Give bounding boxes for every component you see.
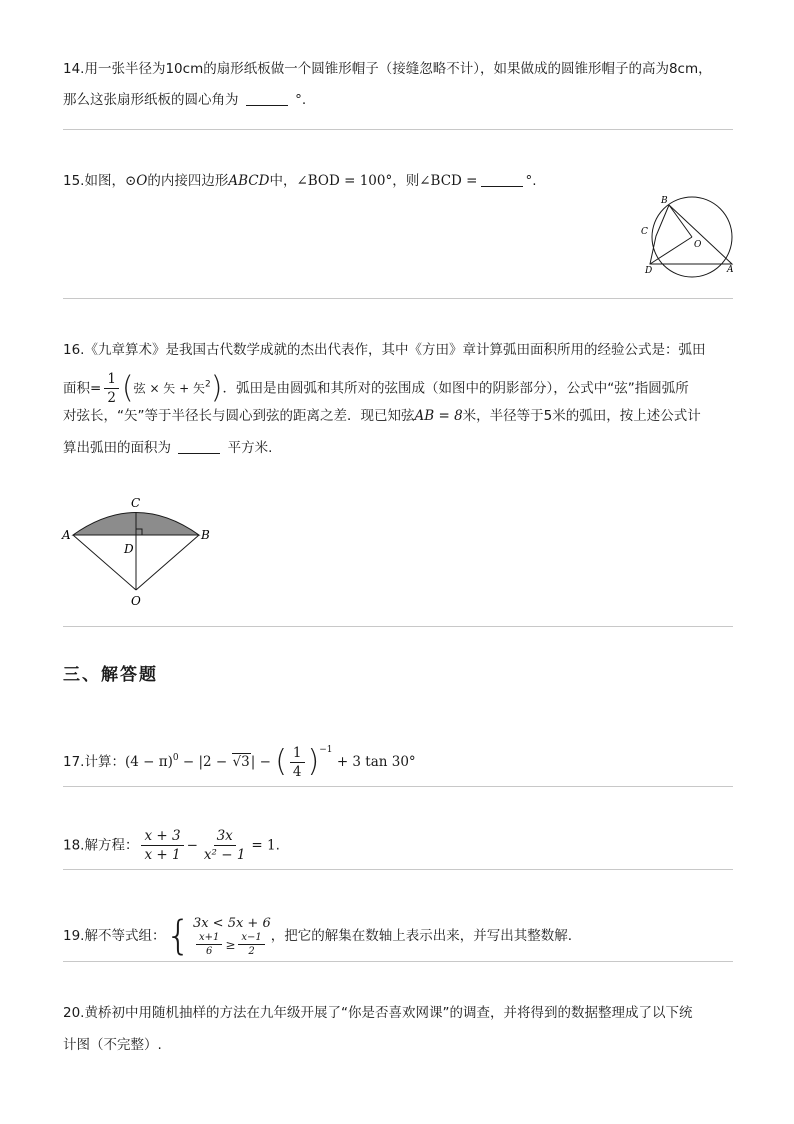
q19-ge: ≥ <box>225 937 236 952</box>
q18-prefix: 18.解方程： <box>63 837 139 854</box>
q14-text: 那么这张扇形纸板的圆心角为 <box>63 92 239 108</box>
q14-answer-blank[interactable] <box>246 91 288 106</box>
q18-line <box>63 828 280 863</box>
q17-paren-l: ( <box>275 744 287 779</box>
q18-frac2-den: x² − 1 <box>203 847 246 863</box>
q18-eq: = 1 <box>251 837 276 854</box>
q18-frac2 <box>201 828 249 863</box>
q16-label-b: B <box>201 528 210 542</box>
q16-answer-blank[interactable] <box>178 439 220 454</box>
q16-label-d: D <box>124 542 134 556</box>
q19-frac2-num: x−1 <box>238 932 264 945</box>
q15-label-b: B <box>661 196 668 206</box>
q19-frac1-num: x+1 <box>196 932 222 945</box>
divider <box>63 298 733 299</box>
q16-paren-r: ) <box>210 370 223 406</box>
q16-line2 <box>63 371 689 406</box>
q18-minus: − <box>186 837 198 854</box>
q16-label-o: O <box>131 594 141 608</box>
q16-half-num: 1 <box>104 371 119 389</box>
q16-text: 面积= <box>63 380 102 397</box>
q16-text4: 米，半径等于5米的弧田，按上述公式计 <box>462 408 701 424</box>
q15-line <box>63 171 537 191</box>
q15-angle-bod: ∠BOD = 100° <box>296 173 393 189</box>
q15-circle: ⊙O <box>124 173 148 189</box>
q15-label-d: D <box>645 266 653 276</box>
q18-frac1 <box>141 828 183 863</box>
q17-line <box>63 740 416 780</box>
q17-term1: (4 − π) <box>124 754 173 770</box>
q19-row2 <box>193 932 271 957</box>
q15-text: 的内接四边形 <box>147 173 229 189</box>
q15-answer-blank[interactable] <box>481 172 523 187</box>
q14-line2 <box>63 90 306 110</box>
q18-frac1-num: x + 3 <box>141 828 183 846</box>
q17-term5: + 3 tan 30° <box>336 754 416 770</box>
divider <box>63 129 733 130</box>
q19-prefix: 19.解不等式组： <box>63 928 166 944</box>
q15-prefix: 15.如图， <box>63 173 125 189</box>
q19-row1: 3x < 5x + 6 <box>192 916 271 931</box>
q15-label-a: A <box>727 265 734 275</box>
q16-half-den: 2 <box>107 390 116 406</box>
q17-quarter-num: 1 <box>290 745 305 763</box>
divider <box>63 786 733 787</box>
q17-paren-r: ) <box>307 744 320 779</box>
q15-label-o: O <box>694 240 702 250</box>
q15-quad: ABCD <box>228 173 270 189</box>
q15-label-c: C <box>641 227 648 237</box>
q15-text2: 中， <box>269 173 297 189</box>
q19-frac2 <box>238 932 264 957</box>
q15-text3: ，则 <box>392 173 420 189</box>
q16-ob <box>136 535 199 590</box>
q15-angle-bcd: ∠BCD = <box>419 173 478 189</box>
q15-figure <box>636 192 740 278</box>
q15-od <box>650 237 692 264</box>
q16-chord: AB = 8 <box>414 408 463 424</box>
q19-rows <box>193 915 271 957</box>
q17-exp-neg1: −1 <box>319 745 333 755</box>
q16-line3 <box>63 406 701 426</box>
q17-term3: | − <box>250 754 276 770</box>
q19-frac1 <box>196 932 222 957</box>
q18-suffix: . <box>275 837 280 854</box>
q17-quarter-den: 4 <box>292 763 302 780</box>
q16-suffix: 平方米. <box>227 440 273 456</box>
q16-paren-l: ( <box>121 370 134 406</box>
q17-exp0: 0 <box>172 753 179 763</box>
q16-formula: 弦 × 矢 + 矢 <box>133 381 205 396</box>
q15-suffix: °. <box>525 173 537 189</box>
q19-brace: { <box>165 913 191 959</box>
q16-sq: 2 <box>205 379 211 390</box>
divider <box>63 961 733 962</box>
q16-line4 <box>63 438 272 458</box>
q17-prefix: 17.计算： <box>63 754 125 770</box>
q20-line1: 20.黄桥初中用随机抽样的方法在九年级开展了“你是否喜欢网课”的调查，并将得到的数据整理成了以下统 <box>63 1005 693 1021</box>
divider <box>63 869 733 870</box>
q15-quad-shape <box>650 205 732 264</box>
q16-text2: ．弧田是由圆弧和其所对的弦围成（如图中的阴影部分），公式中“弦”指圆弧所 <box>222 380 689 397</box>
q20-line2: 计图（不完整）. <box>63 1037 162 1053</box>
divider <box>63 626 733 627</box>
q16-label-a: A <box>62 528 71 542</box>
q19-frac2-den: 2 <box>248 946 255 957</box>
q14-line1: 14.用一张半径为10cm的扇形纸板做一个圆锥形帽子（接缝忽略不计），如果做成的圆锥形帽子的高为8cm， <box>63 61 712 77</box>
q18-frac1-den: x + 1 <box>144 847 181 863</box>
q19-frac1-den: 6 <box>205 946 213 957</box>
q18-frac2-num: 3x <box>214 828 236 846</box>
section-title: 三、解答题 <box>63 665 158 685</box>
q17-quarter <box>290 745 305 780</box>
q16-line1: 16.《九章算术》是我国古代数学成就的杰出代表作，其中《方田》章计算弧田面积所用的经验公式是：弧田 <box>63 342 706 358</box>
q17-sqrt3: √3 <box>232 754 250 770</box>
q17-term2: − |2 − <box>178 754 232 770</box>
q19-suffix: ，把它的解集在数轴上表示出来，并写出其整数解. <box>270 928 573 944</box>
q16-half <box>104 371 119 406</box>
q16-text5: 算出弧田的面积为 <box>63 440 171 456</box>
q16-label-c: C <box>131 496 141 510</box>
q19-system <box>165 915 270 957</box>
q15-ob <box>669 205 692 237</box>
q16-figure <box>60 492 220 612</box>
q16-text3: 对弦长，“矢”等于半径长与圆心到弦的距离之差．现已知弦 <box>63 408 415 424</box>
q19-line <box>63 915 572 957</box>
q14-suffix: °. <box>295 92 307 108</box>
